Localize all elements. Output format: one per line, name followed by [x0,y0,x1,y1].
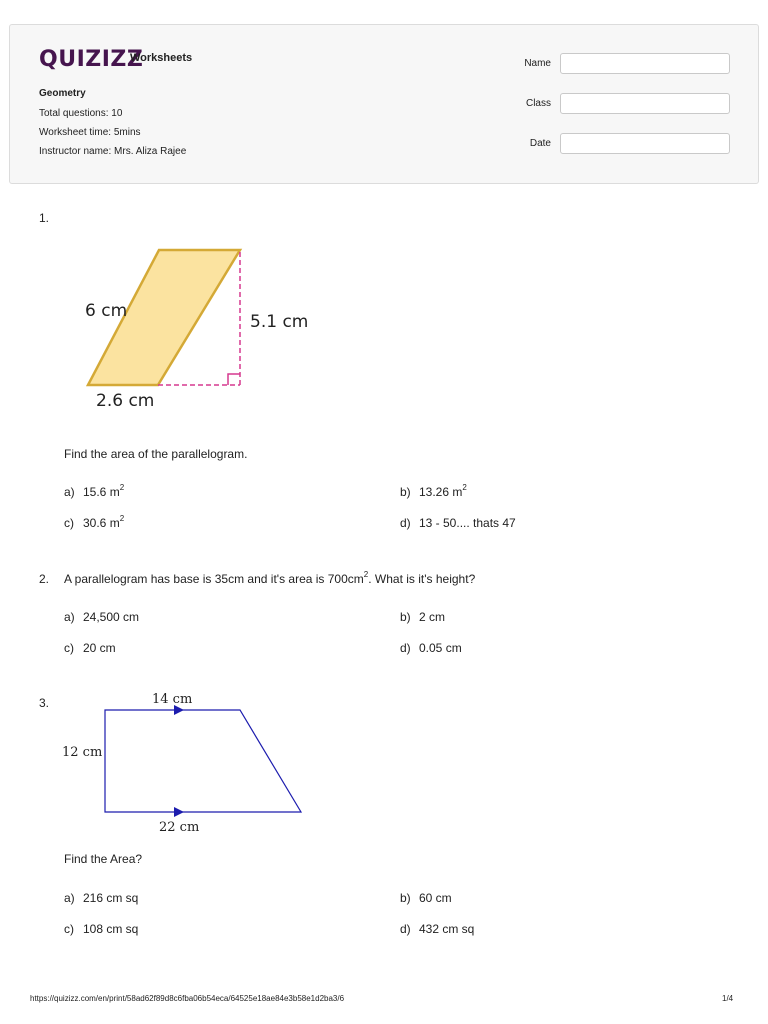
footer-url[interactable]: https://quizizz.com/en/print/58ad62f89d8c6fba06b54eca/64525e18ae84e3b58e1d2ba3/6 [30,994,345,1003]
q3-option-b[interactable]: b) 60 cm [400,891,452,905]
name-label: Name [524,58,551,69]
question-3-number: 3. [39,696,50,710]
trapezoid-shape [105,710,301,812]
bottom-side-label: 22 cm [159,820,200,835]
q2-option-d[interactable]: d) 0.05 cm [400,641,462,655]
total-questions: Total questions: 10 [39,108,123,119]
worksheet-header [9,24,759,184]
side-label: 6 cm [85,301,128,321]
question-3-text: Find the Area? [64,852,143,866]
worksheet-time: Worksheet time: 5mins [39,127,141,138]
q3-option-a[interactable]: a) 216 cm sq [64,891,139,905]
q2-option-a[interactable]: a) 24,500 cm [64,610,140,624]
question-2-number: 2. [39,572,50,586]
q2-option-b[interactable]: b) 2 cm [400,610,446,624]
q1-option-d[interactable]: d) 13 - 50.... thats 47 [400,516,516,530]
q2-option-c[interactable]: c) 20 cm [64,641,116,655]
q3-option-c[interactable]: c) 108 cm sq [64,922,139,936]
base-label: 2.6 cm [96,391,155,411]
worksheet-title: Geometry [39,88,86,99]
class-label: Class [525,98,551,109]
q1-option-a[interactable]: a) 15.6 $m^2$ [64,483,125,499]
q1-option-b[interactable]: b) 13.26 $m^2$ [400,483,467,499]
class-field[interactable] [560,93,730,114]
right-angle-marker [228,374,240,385]
date-label: Date [529,138,551,149]
date-field[interactable] [560,133,730,154]
worksheets-label: Worksheets [130,52,193,64]
parallelogram-figure [80,240,310,415]
bottom-arrow-marker [174,807,184,817]
trapezoid-figure [58,686,308,838]
q3-option-d[interactable]: d) 432 cm sq [400,922,475,936]
height-label: 5.1 cm [250,312,309,332]
left-side-label: 12 cm [62,745,103,760]
q1-option-c[interactable]: c) 30.6 $m^2$ [64,514,125,530]
quizizz-logo: QUIZIZZ [39,47,144,72]
instructor-name: Instructor name: Mrs. Aliza Rajee [39,146,187,157]
top-side-label: 14 cm [152,692,193,707]
page-indicator: 1/4 [722,994,734,1003]
question-1-number: 1. [39,211,50,225]
question-1-text: Find the area of the parallelogram. [64,447,248,461]
name-field[interactable] [560,53,730,74]
question-2-text: A parallelogram has base is 35cm and it's area is $700cm^2$. What is it's height? [64,570,476,586]
